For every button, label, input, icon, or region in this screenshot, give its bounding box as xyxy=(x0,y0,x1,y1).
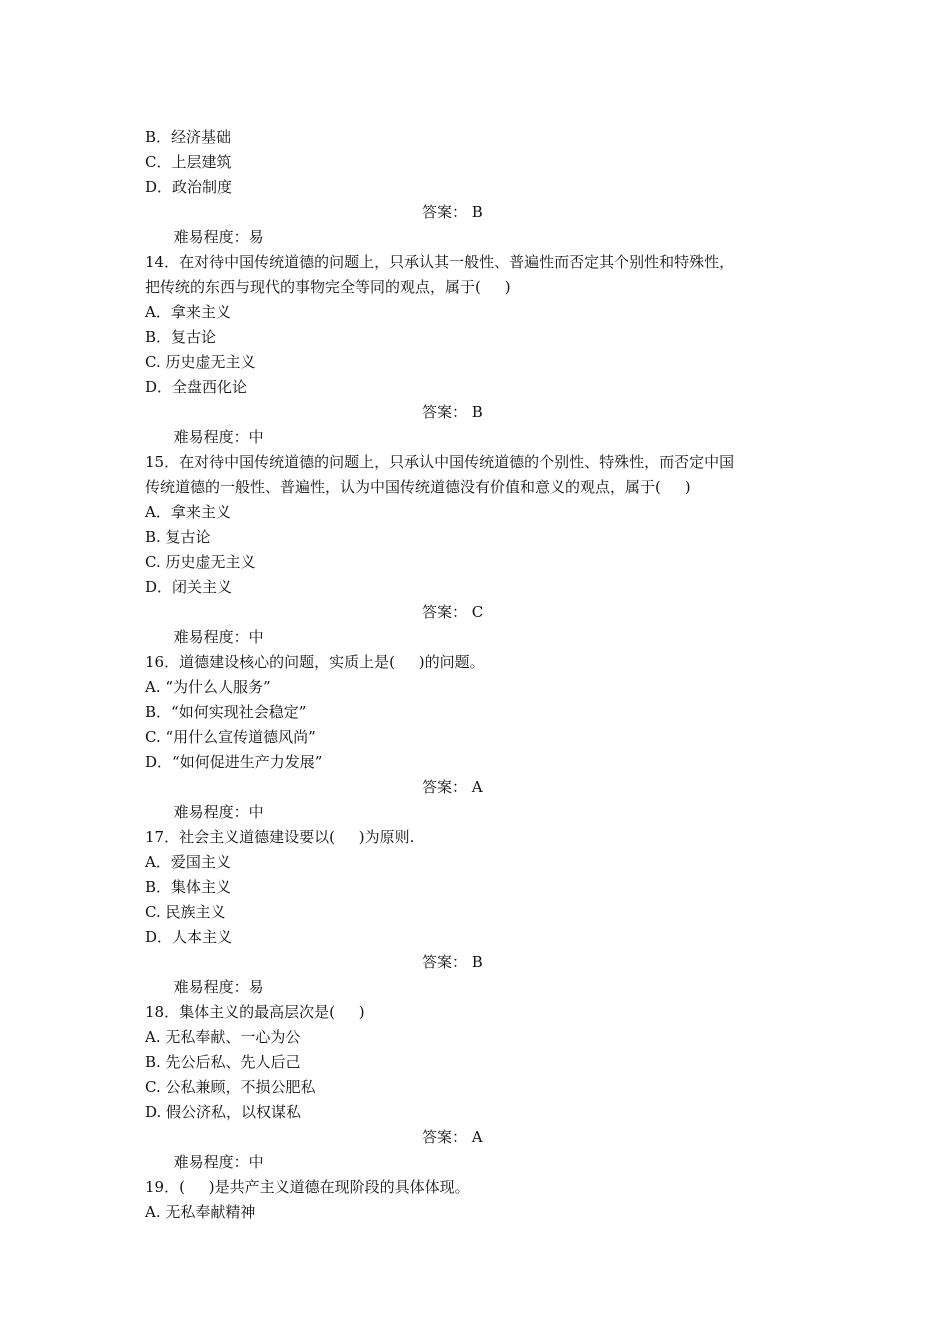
question-13-tail xyxy=(145,125,825,246)
answer-label: 答案： A xyxy=(422,1128,483,1146)
question-18 xyxy=(145,1000,825,1171)
answer-label: 答案： B xyxy=(422,403,483,421)
question-stem: 18．集体主义的最高层次是( ) xyxy=(145,1003,365,1021)
question-stem: 19．( )是共产主义道德在现阶段的具体体现。 xyxy=(145,1178,470,1196)
question-19 xyxy=(145,1175,825,1225)
option-c: C. “用什么宣传道德风尚” xyxy=(145,728,316,746)
option-a: A．拿来主义 xyxy=(145,303,231,321)
difficulty-label: 难易程度：中 xyxy=(173,803,264,821)
option-a: A. 无私奉献精神 xyxy=(145,1203,256,1221)
option-d: D．“如何促进生产力发展” xyxy=(145,753,323,771)
question-meta xyxy=(145,400,825,446)
option-d: D. 假公济私，以权谋私 xyxy=(145,1103,302,1121)
answer-label: 答案： B xyxy=(422,953,483,971)
answer-label: 答案： C xyxy=(422,603,484,621)
difficulty-label: 难易程度：中 xyxy=(173,428,264,446)
option-d: D．全盘西化论 xyxy=(145,378,248,396)
question-stem: 16．道德建设核心的问题，实质上是( )的问题。 xyxy=(145,653,485,671)
question-meta xyxy=(145,950,825,996)
option-b: B．“如何实现社会稳定” xyxy=(145,703,307,721)
question-meta xyxy=(145,600,825,646)
option-b: B．复古论 xyxy=(145,328,217,346)
difficulty-label: 难易程度：中 xyxy=(173,628,264,646)
difficulty-label: 难易程度：易 xyxy=(173,978,264,996)
option-b: B．经济基础 xyxy=(145,128,232,146)
question-stem: 把传统的东西与现代的事物完全等同的观点，属于( ) xyxy=(145,278,511,296)
option-c: C. 历史虚无主义 xyxy=(145,353,256,371)
option-c: C. 历史虚无主义 xyxy=(145,553,256,571)
option-b: B．集体主义 xyxy=(145,878,232,896)
difficulty-label: 难易程度：易 xyxy=(173,228,264,246)
question-stem: 14．在对待中国传统道德的问题上，只承认其一般性、普遍性而否定其个别性和特殊性， xyxy=(145,253,735,271)
option-b: B. 复古论 xyxy=(145,528,211,546)
question-meta xyxy=(145,200,825,246)
question-15 xyxy=(145,450,825,646)
question-meta xyxy=(145,1125,825,1171)
option-a: A. “为什么人服务” xyxy=(145,678,271,696)
question-16 xyxy=(145,650,825,821)
answer-label: 答案： A xyxy=(422,778,483,796)
question-stem: 15．在对待中国传统道德的问题上，只承认中国传统道德的个别性、特殊性，而否定中国 xyxy=(145,453,735,471)
option-d: D．闭关主义 xyxy=(145,578,233,596)
option-a: A. 无私奉献、一心为公 xyxy=(145,1028,301,1046)
option-d: D．政治制度 xyxy=(145,178,233,196)
answer-label: 答案： B xyxy=(422,203,483,221)
question-17 xyxy=(145,825,825,996)
option-c: C. 民族主义 xyxy=(145,903,226,921)
question-stem: 传统道德的一般性、普遍性，认为中国传统道德没有价值和意义的观点，属于( ) xyxy=(145,478,691,496)
option-c: C．上层建筑 xyxy=(145,153,232,171)
option-c: C. 公私兼顾，不损公肥私 xyxy=(145,1078,316,1096)
option-b: B. 先公后私、先人后己 xyxy=(145,1053,301,1071)
question-14 xyxy=(145,250,825,446)
question-meta xyxy=(145,775,825,821)
option-a: A．拿来主义 xyxy=(145,503,231,521)
option-d: D．人本主义 xyxy=(145,928,233,946)
question-stem: 17．社会主义道德建设要以( )为原则. xyxy=(145,828,415,846)
option-a: A．爱国主义 xyxy=(145,853,231,871)
difficulty-label: 难易程度：中 xyxy=(173,1153,264,1171)
document-page xyxy=(145,125,825,1225)
